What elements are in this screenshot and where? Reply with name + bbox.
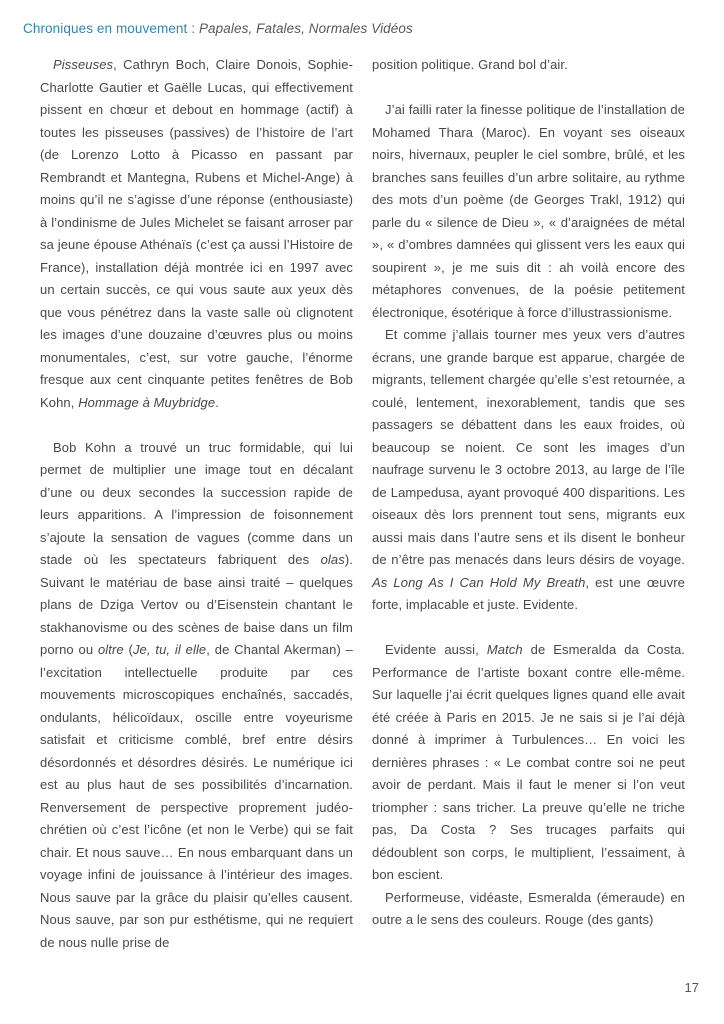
text-run: , Cathryn Boch, Claire Donois, Sophie-Charlotte Gautier et Gaëlle Lucas, qui effectivement pissent en chœur et debout en hommage (actif) à toutes les pisseuses (passives) de l’histoire de l’art (de Lorenzo Lotto à Picasso en passant par Rembrandt et Mantegna, Rubens et Michel-Ange) à moins qu’il ne s’agisse d’une réponse (enthousiaste) à l’ondinisme de Jules Michelet se faisant arroser par sa jeune épouse Athénaïs (c’est ça aussi l’Histoire de France), installation déjà montrée ici en 1997 avec un certain succès, ce qui vous saute aux yeux dès que vous pénétrez dans la vaste salle où clignotent les images d’une douzaine d’œuvres plus ou moins monumentales, c’est, sur votre gauche, l’énorme fresque aux cent cinquante petites fenêtres de Bob Kohn, <box>40 57 353 410</box>
text-run: Bob Kohn a trouvé un truc formidable, qui lui permet de multiplier une image tout en décalant d’une ou deux secondes la succession rapide de leurs apparitions. A l’impression de foisonnement s’ajoute la sensation de vagues (comme dans un stade où les spectateurs fabriquent des <box>40 439 353 567</box>
header-rubric: Chroniques en mouvement : <box>23 21 196 36</box>
text-run-italic: Je, tu, il elle <box>132 642 207 657</box>
text-run: , est une œuvre forte, implacable et juste. Evidente. <box>372 574 685 612</box>
text-run: Evidente aussi, <box>385 642 487 657</box>
text-run: ( <box>123 642 133 657</box>
text-run: ). Suivant le matériau de base ainsi traité – quelques plans de Dziga Vertov ou d’Eisenstein chantant le stakhanovisme ou des scènes de baise dans un film porno ou <box>40 552 353 657</box>
paragraph <box>40 437 353 955</box>
text-run-italic: Hommage à Muybridge <box>78 394 216 410</box>
column-left <box>40 54 353 954</box>
header-subtitle: Papales, Fatales, Normales Vidéos <box>198 21 413 36</box>
text-run-italic: olas <box>320 552 345 567</box>
text-run-italic: oltre <box>97 642 124 657</box>
paragraph <box>372 639 685 887</box>
text-run: de Esmeralda da Costa. Performance de l’artiste boxant contre elle-même. Sur laquelle j’ai écrit quelques lignes quand elle avait été créée à Paris en 2015. Je ne sais si je l’ai déjà donné à imprimer à Turbulences… En voici les dernières phrases : « Le combat contre soi ne peut avoir de perdant. Mais il faut le mener si l’on veut triompher : sans tricher. La preuve qu’elle ne triche pas, Da Costa ? Ses trucages parfaits qui dédoublent son corps, le multiplient, l’essaiment, à bon escient. <box>372 642 685 882</box>
paragraph <box>372 54 685 77</box>
text-run-italic: As Long As I Can Hold My Breath <box>372 574 586 590</box>
text-run: Performeuse, vidéaste, Esmeralda (émeraude) en outre a le sens des couleurs. Rouge (des gants) <box>372 889 685 927</box>
text-run: . <box>215 394 219 410</box>
paragraph <box>372 99 685 324</box>
paragraph <box>40 54 353 414</box>
paragraph <box>372 324 685 617</box>
column-right <box>372 54 685 954</box>
text-run: J’ai failli rater la finesse politique de l’installation de Mohamed Thara (Maroc). En voyant ses oiseaux noirs, hivernaux, peupler le ciel sombre, brûlé, et les branches sans feuilles d’un arbre solitaire, au rythme des mots d’un poème (de Georges Trakl, 1912) qui parle du « silence de Dieu », « d’araignées de métal », « d’ombres damnées qui glissent vers les eaux qui soupirent », je me suis dit : ah voilà encore des métaphores convenues, de la poésie petitement électronique, ésotérique à force d’illustrassionisme. <box>372 102 685 320</box>
article-body <box>40 54 685 954</box>
text-run-italic: Match <box>486 642 523 657</box>
text-run: Et comme j’allais tourner mes yeux vers d’autres écrans, une grande barque est apparue, chargée de migrants, tellement chargée qu’elle s’est retournée, a coulé, lentement, inexorablement, tandis que ses passagers se débattent dans les eaux froides, où beaucoup se noient. Ce sont les images d’un naufrage survenu le 3 octobre 2013, au large de l’île de Lampedusa, ayant provoqué 400 disparitions. Les oiseaux dès lors prennent tout sens, migrants eux aussi mais dans l’autre sens et ils disent le bonheur de n’être pas menacés dans leurs désirs de voyage. <box>372 327 685 567</box>
page-number: 17 <box>684 980 699 995</box>
page-header <box>23 21 413 36</box>
text-run-italic: Pisseuses <box>53 57 114 72</box>
text-run: , de Chantal Akerman) – l’excitation intellectuelle produite par ces mouvements microscopiques enchaînés, saccadés, ondulants, hélicoïdaux, oscille entre voyeurisme satisfait et criticisme comblé, bref entre désirs désordonnés et désordres désirés. Le numérique ici est au plus haut de ses possibilités d’incarnation. Renversement de perspective proprement judéo-chrétien où c’est l’icône (et non le Verbe) qui se fait chair. Et nous sauve… En nous embarquant dans un voyage infini de jouissance à l’intérieur des images. Nous sauve par la grâce du plaisir qu’elles causent. Nous sauve, par son pur esthétisme, qui ne requiert de nous nulle prise de <box>40 642 353 950</box>
text-run: position politique. Grand bol d’air. <box>372 57 568 72</box>
paragraph <box>372 887 685 932</box>
